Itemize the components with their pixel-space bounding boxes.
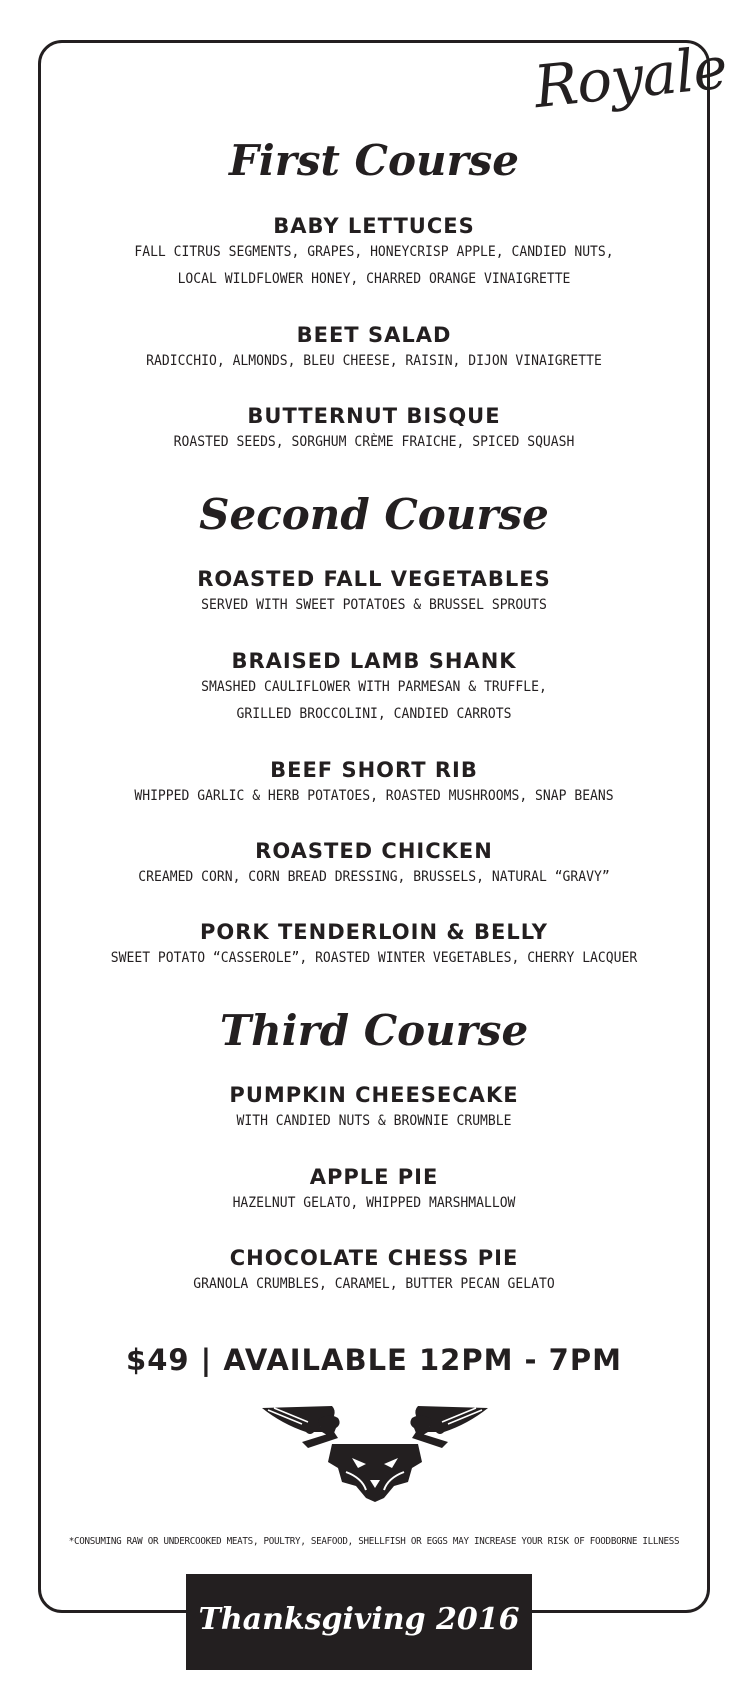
dish-name: PORK TENDERLOIN & BELLY: [199, 920, 549, 944]
dish-braised-lamb-shank: [38, 648, 710, 728]
dish-desc: ROASTED SEEDS, SORGHUM CRÈME FRAICHE, SPICED SQUASH: [173, 434, 575, 450]
footer-banner: [186, 1574, 532, 1670]
dish-name: PUMPKIN CHEESECAKE: [229, 1083, 519, 1107]
dish-pork-tenderloin-belly: [38, 919, 710, 972]
dish-desc: HAZELNUT GELATO, WHIPPED MARSHMALLOW: [232, 1195, 516, 1211]
dish-name: BEET SALAD: [296, 323, 452, 347]
dish-name: CHOCOLATE CHESS PIE: [229, 1246, 519, 1270]
dish-desc: WHIPPED GARLIC & HERB POTATOES, ROASTED MUSHROOMS, SNAP BEANS: [134, 788, 614, 804]
dish-name: ROASTED CHICKEN: [255, 839, 493, 863]
footer-title: Thanksgiving 2016: [198, 1602, 520, 1637]
dish-desc: SMASHED CAULIFLOWER WITH PARMESAN & TRUFFLE,: [201, 679, 547, 695]
dish-butternut-bisque: [38, 403, 710, 456]
dish-desc: GRANOLA CRUMBLES, CARAMEL, BUTTER PECAN GELATO: [193, 1276, 555, 1292]
dish-name: BABY LETTUCES: [273, 214, 475, 238]
course-title-first: First Course: [228, 136, 520, 185]
price-availability: $49 | AVAILABLE 12PM - 7PM: [126, 1343, 622, 1377]
foodborne-disclaimer: *CONSUMING RAW OR UNDERCOOKED MEATS, POULTRY, SEAFOOD, SHELLFISH OR EGGS MAY INCREASE YOUR RISK OF FOODBORNE ILLNESS: [68, 1536, 680, 1547]
dish-desc: LOCAL WILDFLOWER HONEY, CHARRED ORANGE VINAIGRETTE: [177, 271, 571, 287]
winged-fox-emblem-icon: [262, 1402, 488, 1502]
dish-name: ROASTED FALL VEGETABLES: [197, 567, 551, 591]
dish-apple-pie: [38, 1164, 710, 1217]
logo-text: Royale: [530, 33, 730, 122]
dish-chocolate-chess-pie: [38, 1245, 710, 1298]
dish-desc: RADICCHIO, ALMONDS, BLEU CHEESE, RAISIN, DIJON VINAIGRETTE: [146, 353, 602, 369]
dish-beet-salad: [38, 322, 710, 375]
dish-beef-short-rib: [38, 757, 710, 810]
dish-name: APPLE PIE: [309, 1165, 439, 1189]
dish-desc: GRILLED BROCCOLINI, CANDIED CARROTS: [236, 706, 512, 722]
dish-desc: CREAMED CORN, CORN BREAD DRESSING, BRUSSELS, NATURAL “GRAVY”: [138, 869, 610, 885]
dish-baby-lettuces: [38, 213, 710, 293]
dish-name: BUTTERNUT BISQUE: [247, 404, 501, 428]
dish-roasted-fall-vegetables: [38, 566, 710, 619]
dish-desc: SERVED WITH SWEET POTATOES & BRUSSEL SPROUTS: [201, 597, 547, 613]
dish-roasted-chicken: [38, 838, 710, 891]
dish-desc: WITH CANDIED NUTS & BROWNIE CRUMBLE: [236, 1113, 512, 1129]
course-title-third: Third Course: [219, 1006, 529, 1055]
dish-desc: SWEET POTATO “CASSEROLE”, ROASTED WINTER VEGETABLES, CHERRY LACQUER: [110, 950, 638, 966]
dish-name: BRAISED LAMB SHANK: [231, 649, 517, 673]
dish-desc: FALL CITRUS SEGMENTS, GRAPES, HONEYCRISP APPLE, CANDIED NUTS,: [134, 244, 614, 260]
dish-pumpkin-cheesecake: [38, 1082, 710, 1135]
course-title-second: Second Course: [199, 490, 549, 539]
dish-name: BEEF SHORT RIB: [270, 758, 478, 782]
